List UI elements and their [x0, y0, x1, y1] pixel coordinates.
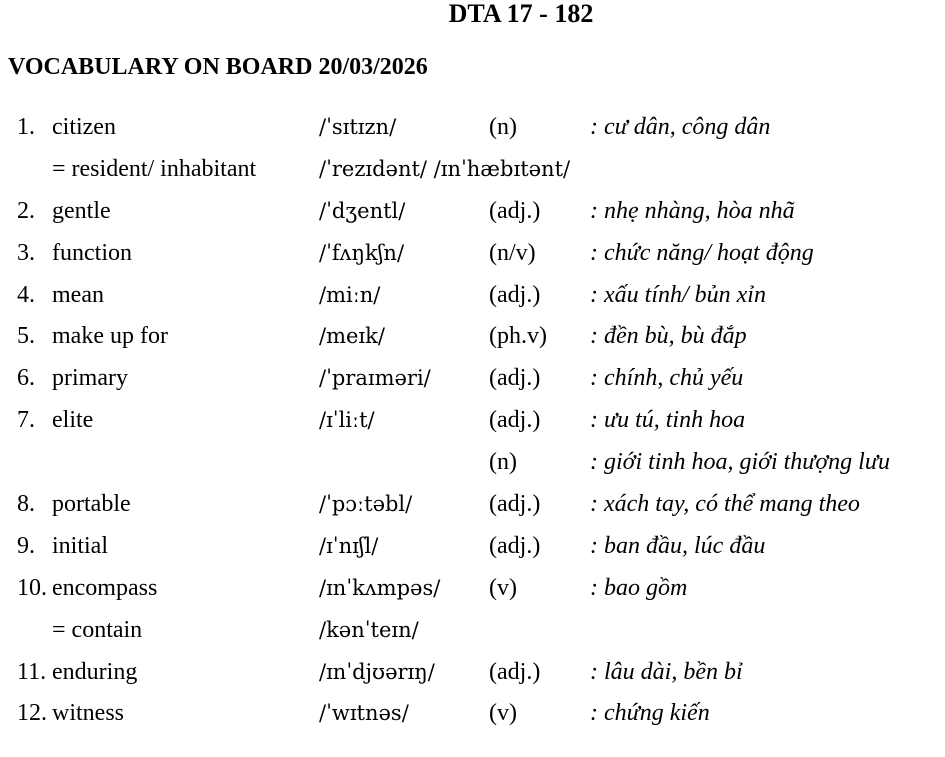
part-of-speech: (n/v) — [489, 239, 536, 266]
row-number: 1. — [17, 114, 35, 140]
word-meaning: : giới tinh hoa, giới thượng lưu — [590, 449, 890, 476]
vocabulary-row — [0, 694, 945, 736]
word-meaning: : ban đầu, lúc đầu — [590, 532, 766, 559]
vocabulary-row — [0, 108, 945, 150]
vocabulary-row — [0, 611, 945, 653]
phonetic-transcription: /ˈwɪtnəs/ — [319, 701, 409, 726]
phonetic-transcription: /ɪˈliːt/ — [319, 408, 375, 433]
word-meaning: : bao gồm — [590, 574, 688, 601]
vocabulary-row — [0, 276, 945, 318]
word-meaning: : xách tay, có thể mang theo — [590, 491, 860, 518]
vocabulary-word: make up for — [52, 323, 168, 350]
phonetic-transcription: /ɪˈnɪʃl/ — [319, 533, 379, 558]
word-meaning: : chứng kiến — [590, 700, 710, 727]
vocabulary-word: elite — [52, 407, 94, 434]
phonetic-transcription: /kənˈteɪn/ — [319, 617, 419, 642]
part-of-speech: (v) — [489, 700, 517, 727]
part-of-speech: (adj.) — [489, 365, 541, 392]
vocabulary-word: gentle — [52, 197, 111, 224]
vocabulary-row — [0, 443, 945, 485]
phonetic-transcription: /ˈdʒentl/ — [319, 198, 406, 223]
row-number: 6. — [17, 365, 35, 392]
row-number: 4. — [17, 281, 35, 308]
document-title: DTA 17 - 182 — [448, 0, 594, 28]
phonetic-transcription: /ˈsɪtɪzn/ — [319, 115, 397, 139]
vocabulary-list — [0, 108, 945, 736]
word-meaning: : lâu dài, bền bỉ — [590, 658, 743, 685]
vocabulary-word: = contain — [52, 616, 143, 643]
vocabulary-row — [0, 150, 945, 192]
row-number: 12. — [17, 700, 47, 727]
vocabulary-row — [0, 317, 945, 359]
part-of-speech: (ph.v) — [489, 323, 547, 350]
row-number: 9. — [17, 532, 35, 559]
word-meaning: : đền bù, bù đắp — [590, 323, 747, 350]
vocabulary-word: primary — [52, 365, 128, 392]
vocabulary-row — [0, 653, 945, 695]
row-number: 3. — [17, 239, 35, 266]
phonetic-transcription: /ɪnˈkʌmpəs/ — [319, 575, 441, 600]
part-of-speech: (adj.) — [489, 491, 541, 518]
row-number: 8. — [17, 491, 35, 518]
phonetic-transcription: /ɪnˈdjʊərɪŋ/ — [319, 659, 435, 684]
word-meaning: : nhẹ nhàng, hòa nhã — [590, 197, 795, 224]
row-number: 10. — [17, 574, 47, 601]
phonetic-transcription: /ˈrezɪdənt/ /ɪnˈhæbɪtənt/ — [319, 156, 571, 181]
phonetic-transcription: /miːn/ — [319, 282, 381, 307]
phonetic-transcription: /meɪk/ — [319, 324, 385, 349]
part-of-speech: (adj.) — [489, 658, 541, 685]
vocabulary-word: witness — [52, 700, 124, 727]
vocabulary-word: enduring — [52, 658, 138, 685]
part-of-speech: (n) — [489, 449, 517, 476]
vocabulary-row — [0, 192, 945, 234]
part-of-speech: (v) — [489, 574, 517, 601]
phonetic-transcription: /ˈpraɪməri/ — [319, 366, 431, 391]
part-of-speech: (adj.) — [489, 197, 541, 224]
vocabulary-row — [0, 359, 945, 401]
phonetic-transcription: /ˈfʌŋkʃn/ — [319, 240, 405, 265]
part-of-speech: (n) — [489, 114, 517, 140]
vocabulary-word: citizen — [52, 114, 116, 140]
word-meaning: : xấu tính/ bủn xỉn — [590, 281, 766, 308]
part-of-speech: (adj.) — [489, 407, 541, 434]
word-meaning: : chức năng/ hoạt động — [590, 239, 814, 266]
vocabulary-word: mean — [52, 281, 104, 308]
row-number: 2. — [17, 197, 35, 224]
word-meaning: : chính, chủ yếu — [590, 365, 744, 392]
part-of-speech: (adj.) — [489, 281, 541, 308]
vocabulary-word: portable — [52, 491, 131, 518]
vocabulary-row — [0, 485, 945, 527]
phonetic-transcription: /ˈpɔːtəbl/ — [319, 492, 413, 517]
word-meaning: : ưu tú, tinh hoa — [590, 407, 746, 434]
vocabulary-word: initial — [52, 532, 108, 559]
vocabulary-row — [0, 401, 945, 443]
vocabulary-word: encompass — [52, 574, 158, 601]
vocabulary-word: function — [52, 239, 132, 266]
document-subtitle: VOCABULARY ON BOARD 20/03/2026 — [8, 54, 428, 80]
row-number: 5. — [17, 323, 35, 350]
vocabulary-row — [0, 527, 945, 569]
row-number: 11. — [17, 658, 47, 685]
vocabulary-row — [0, 234, 945, 276]
word-meaning: : cư dân, công dân — [590, 114, 771, 140]
vocabulary-word: = resident/ inhabitant — [52, 155, 257, 182]
part-of-speech: (adj.) — [489, 532, 541, 559]
vocabulary-row — [0, 569, 945, 611]
row-number: 7. — [17, 407, 35, 434]
